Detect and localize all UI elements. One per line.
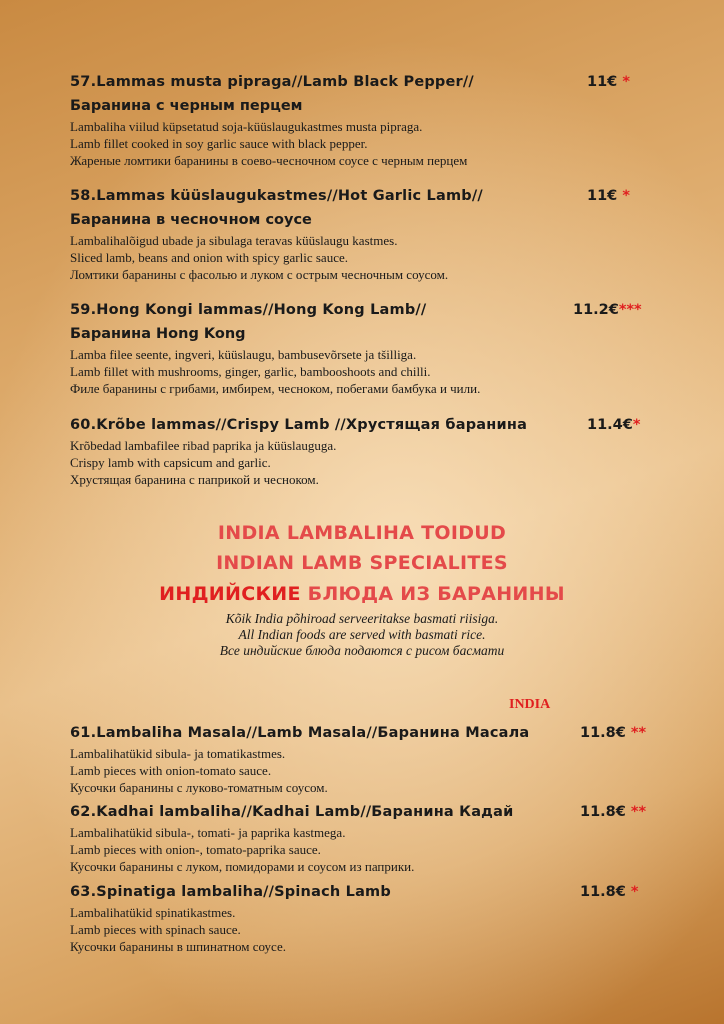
menu-item-desc-ru: Хрустящая баранина с паприкой и чесноком. [70,472,319,487]
menu-item-62 [70,800,660,875]
menu-item-58 [70,184,660,283]
menu-item-desc-ru: Жареные ломтики баранины в соево-чесночном соусе с черным перцем [70,153,468,168]
menu-item-title: 62.Kadhai lambaliha//Kadhai Lamb//Баранина Кадай [70,804,514,820]
menu-item-price: 11€ * [587,188,630,204]
menu-item-desc-et: Lamba filee seente, ingveri, küüslaugu, bambusevõrsete ja tšilliga. [70,347,417,362]
menu-item-desc-en: Lamb pieces with onion-, tomato-paprika sauce. [70,842,321,857]
spice-stars: *** [618,302,642,318]
menu-item-price: 11.8€ * [580,884,639,900]
spice-stars: * [632,417,641,433]
menu-item-title: 63.Spinatiga lambaliha//Spinach Lamb [70,884,391,900]
section-note-ru: Все индийские блюда подаются с рисом басмати [219,643,505,658]
section-title-en: INDIAN LAMB SPECIALITES [216,552,508,574]
menu-item-desc-et: Lambaliha viilud küpsetatud soja-küüslaugukastmes musta pipraga. [70,119,423,134]
menu-item-title: 58.Lammas küüslaugukastmes//Hot Garlic Lamb// [70,188,483,204]
spice-stars: ** [625,725,647,741]
menu-item-subtitle: Баранина Hong Kong [70,326,246,342]
menu-item-63 [70,880,660,955]
menu-item-price: 11€ * [587,74,630,90]
menu-item-desc-ru: Ломтики баранины с фасолью и луком с острым чесночным соусом. [70,267,449,282]
section-title-ru: ИНДИЙСКИЕ БЛЮДА ИЗ БАРАНИНЫ [159,583,565,605]
spice-stars: * [625,884,639,900]
menu-item-desc-ru: Кусочки баранины в шпинатном соусе. [70,939,286,954]
menu-item-desc-en: Lamb pieces with spinach sauce. [70,922,241,937]
spice-stars: * [617,74,630,90]
menu-item-desc-en: Crispy lamb with capsicum and garlic. [70,455,271,470]
menu-item-desc-ru: Кусочки баранины с луком, помидорами и соусом из паприки. [70,859,415,874]
section-title-ru-highlight: ИНДИЙСКИЕ [159,583,301,605]
menu-item-61 [70,721,660,796]
menu-item-price: 11.8€ ** [580,725,647,741]
spice-stars: ** [625,804,647,820]
menu-item-title: 59.Hong Kongi lammas//Hong Kong Lamb// [70,302,427,318]
menu-item-desc-en: Lamb pieces with onion-tomato sauce. [70,763,272,778]
menu-item-title: 61.Lambaliha Masala//Lamb Masala//Баранина Масала [70,725,530,741]
spice-stars: * [617,188,630,204]
section-note-et: Kõik India põhiroad serveeritakse basmati riisiga. [225,611,499,626]
menu-item-desc-et: Lambalihalõigud ubade ja sibulaga teravas küüslaugu kastmes. [70,233,398,248]
menu-item-57 [70,70,660,169]
menu-item-desc-et: Krõbedad lambafilee ribad paprika ja küüslauguga. [70,438,337,453]
menu-item-desc-et: Lambalihatükid sibula-, tomati- ja paprika kastmega. [70,825,346,840]
menu-item-desc-et: Lambalihatükid spinatikastmes. [70,905,236,920]
menu-item-desc-en: Lamb fillet cooked in soy garlic sauce with black pepper. [70,136,368,151]
menu-item-59 [70,298,660,397]
menu-item-desc-ru: Филе баранины с грибами, имбирем, чесноком, побегами бамбука и чили. [70,381,481,396]
india-label: INDIA [509,697,551,712]
menu-item-desc-en: Lamb fillet with mushrooms, ginger, garlic, bambooshoots and chilli. [70,364,431,379]
menu-item-price: 11.8€ ** [580,804,647,820]
menu-item-60 [70,413,660,488]
menu-item-subtitle: Баранина в чесночном соусе [70,212,312,228]
menu-item-desc-en: Sliced lamb, beans and onion with spicy garlic sauce. [70,250,348,265]
menu-item-title: 60.Krõbe lammas//Crispy Lamb //Хрустящая баранина [70,417,528,433]
section-title-et: INDIA LAMBALIHA TOIDUD [217,522,507,544]
menu-item-price: 11.2€*** [573,302,642,318]
menu-item-price: 11.4€* [587,417,641,433]
menu-item-subtitle: Баранина с черным перцем [70,98,303,114]
section-note-en: All Indian foods are served with basmati rice. [238,627,486,642]
menu-item-title: 57.Lammas musta pipraga//Lamb Black Pepper// [70,74,474,90]
menu-item-desc-ru: Кусочки баранины с луково-томатным соусом. [70,780,328,795]
menu-item-desc-et: Lambalihatükid sibula- ja tomatikastmes. [70,746,286,761]
